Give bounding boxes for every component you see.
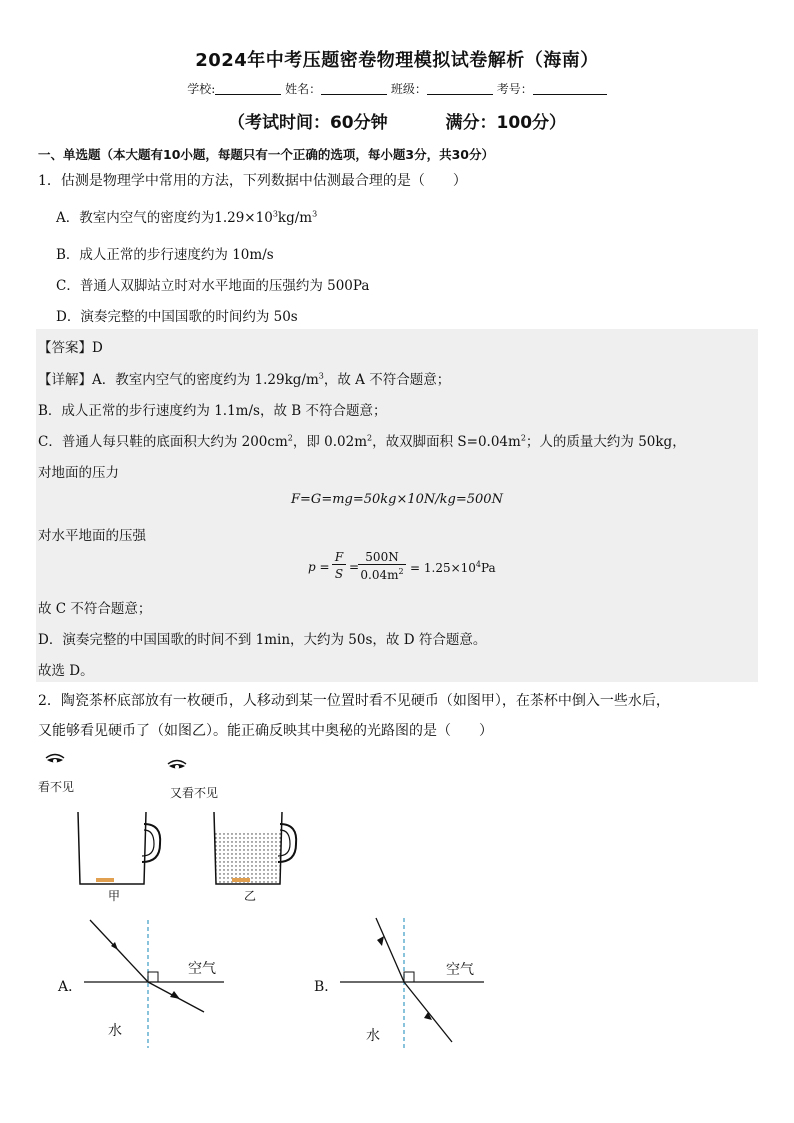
formula-pressure-s: S (334, 567, 344, 581)
q1-option-c: C．普通人双脚站立时对水平地面的压强约为 500Pa (56, 278, 370, 294)
q1-conclusion: 故选 D。 (38, 663, 94, 679)
id-field[interactable] (533, 82, 607, 95)
q2-option-a-diagram (84, 918, 234, 1053)
id-label: 考号： (496, 82, 533, 96)
exam-info (0, 108, 794, 133)
eye-icon (44, 752, 66, 772)
q1-option-a-exp: 3 (272, 209, 278, 219)
document-title: 2024年中考压题密卷物理模拟试卷解析（海南） (195, 50, 599, 71)
formula-pressure-f: F (332, 550, 346, 565)
formula-pressure-unit: Pa (481, 561, 496, 575)
cup-right-diagram (210, 808, 306, 888)
fig-left-caption: 看不见 (38, 780, 75, 794)
cup-left-label: 甲 (108, 889, 121, 903)
formula-pressure-den-text: 0.04m (360, 568, 399, 582)
q2-stem-line1: 2．陶瓷茶杯底部放有一枚硬币，人移动到某一位置时看不见硬币（如图甲），在茶杯中倒入一些水后， (38, 693, 670, 709)
q1-option-a (56, 206, 317, 226)
school-field[interactable] (215, 82, 281, 95)
coin (232, 878, 250, 882)
formula-pressure-num: 500N (358, 550, 406, 565)
q1-detail-c-part2: ，即 0.02m (292, 434, 367, 450)
cup-left-diagram (74, 808, 170, 888)
q1-detail-c-exp2: 2 (367, 433, 373, 443)
formula-force: F=G=mg=50kg×10N/kg=500N (291, 492, 503, 507)
q1-detail-a-text: 【详解】A．教室内空气的密度约为 1.29kg/m (38, 372, 319, 388)
q1-option-b: B．成人正常的步行速度约为 10m/s (56, 247, 274, 263)
q1-detail-d: D．演奏完整的中国国歌的时间不到 1min，大约为 50s，故 D 符合题意。 (38, 632, 487, 648)
q1-detail-c-part3: ，故双脚面积 S=0.04m (372, 434, 521, 450)
formula-pressure-rhs-text: = 1.25×10 (410, 561, 476, 575)
fig-right-caption: 又看不见 (170, 786, 219, 800)
class-label: 班级： (390, 82, 427, 96)
name-field[interactable] (321, 82, 387, 95)
section-heading: 一、单选题（本大题有10小题，每题只有一个正确的选项，每小题3分，共30分） (38, 147, 494, 162)
q1-detail-c-end: 故 C 不符合题意； (38, 601, 152, 617)
q1-option-a-unit: kg/m (277, 210, 313, 226)
q2-option-a-water: 水 (108, 1023, 122, 1039)
school-label: 学校: (187, 82, 216, 96)
q1-option-a-text: A．教室内空气的密度约为1.29×10 (56, 210, 273, 226)
formula-pressure-den-exp: 2 (398, 567, 404, 576)
q1-detail-b: B．成人正常的步行速度约为 1.1m/s，故 B 不符合题意； (38, 403, 387, 419)
class-field[interactable] (427, 82, 493, 95)
q2-option-b-label: B． (314, 979, 339, 995)
q1-detail-c-exp1: 2 (287, 433, 293, 443)
q1-detail-a-exp: 3 (318, 371, 324, 381)
q1-detail-c-line2: 对地面的压力 (38, 465, 119, 481)
q2-option-b-diagram (340, 914, 490, 1054)
q2-option-b-air: 空气 (446, 962, 474, 978)
formula-pressure-rhs (410, 560, 496, 575)
q1-option-a-unit-exp: 3 (312, 209, 318, 219)
q1-option-d: D．演奏完整的中国国歌的时间约为 50s (56, 309, 298, 325)
formula-pressure-den (358, 567, 406, 582)
q1-detail-c-part1: C．普通人每只鞋的底面积大约为 200cm (38, 434, 288, 450)
q2-option-b-water: 水 (366, 1028, 380, 1044)
q1-detail-c-part4: ；人的质量大约为 50kg， (525, 434, 686, 450)
q1-detail-c (38, 430, 686, 450)
q2-option-a-label: A． (58, 979, 83, 995)
exam-time: （考试时间：60分钟 (227, 113, 388, 133)
formula-pressure-lhs: p = (308, 560, 330, 574)
q1-detail-a-end: ，故 A 不符合题意； (323, 372, 451, 388)
q1-detail-c-line3: 对水平地面的压强 (38, 528, 146, 544)
exam-score: 满分：100分） (445, 113, 567, 133)
cup-right-label: 乙 (244, 889, 257, 903)
formula-pressure-rhs-exp: 4 (475, 560, 482, 569)
name-label: 姓名： (285, 82, 322, 96)
q1-detail-c-exp3: 2 (520, 433, 526, 443)
student-info-line (0, 80, 794, 97)
q2-option-a-air: 空气 (188, 961, 216, 977)
q2-stem-line2: 又能够看见硬币了（如图乙）。能正确反映其中奥秘的光路图的是（ ） (38, 723, 493, 739)
coin (96, 878, 114, 882)
q1-stem: 1．估测是物理学中常用的方法，下列数据中估测最合理的是（ ） (38, 173, 467, 189)
q1-answer: 【答案】D (38, 340, 103, 356)
q1-detail-a (38, 368, 450, 388)
eye-icon (166, 758, 188, 778)
